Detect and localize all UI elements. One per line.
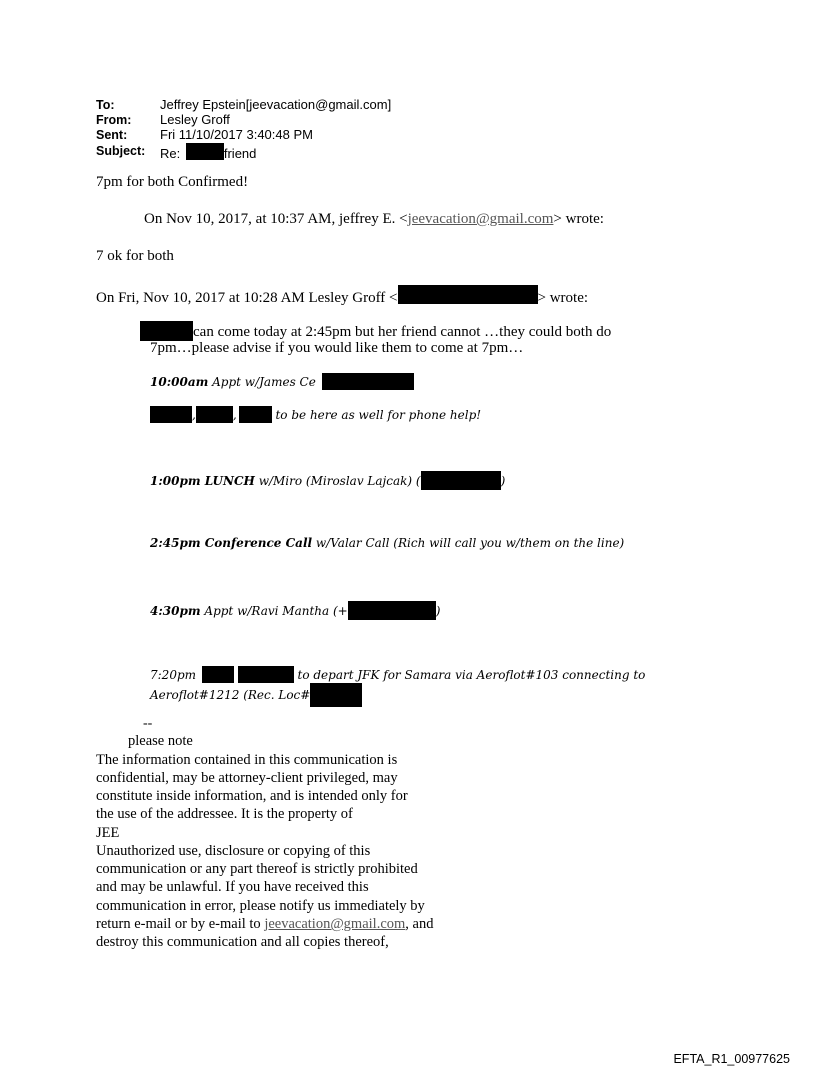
schedule-time: 4:30pm (150, 604, 201, 618)
quote2-prefix: On Fri, Nov 10, 2017 at 10:28 AM Lesley Groff < (96, 290, 398, 306)
quote2-suffix: > wrote: (537, 290, 589, 306)
disclaimer-line: constitute inside information, and is intended only for (96, 788, 408, 804)
schedule-item (150, 406, 481, 423)
subject-suffix: friend (223, 146, 257, 161)
redaction-box (348, 601, 436, 620)
to-label: To: (96, 98, 115, 112)
redaction-box (186, 143, 224, 160)
schedule-item (150, 601, 440, 620)
confirm-line: 7pm for both Confirmed! (96, 174, 249, 190)
disclaimer-text: , and (405, 916, 434, 932)
disclaimer-text: return e-mail or by e-mail to (96, 916, 265, 932)
schedule-text: w/Valar Call (Rich will call you w/them on the line) (315, 536, 625, 550)
schedule-close: ) (435, 604, 441, 618)
redaction-box (150, 406, 192, 423)
redaction-box (202, 666, 234, 683)
redaction-box (238, 666, 294, 683)
schedule-text: w/Miro (Miroslav Lajcak) ( (258, 474, 421, 488)
schedule-text: Appt w/James Ce (212, 375, 316, 389)
request-paragraph-line-1 (140, 321, 611, 341)
from-label: From: (96, 113, 132, 127)
disclaimer-line: communication in error, please notify us immediately by (96, 898, 425, 914)
redaction-box (196, 406, 233, 423)
quote1-prefix: On Nov 10, 2017, at 10:37 AM, jeffrey E. < (144, 211, 408, 227)
quote-header-1 (144, 211, 604, 228)
email-link[interactable]: jeevacation@gmail.com (264, 916, 406, 932)
redaction-box (310, 683, 362, 707)
schedule-time: 1:00pm LUNCH (150, 474, 255, 488)
quote1-suffix: > wrote: (553, 211, 604, 227)
schedule-time: 2:45pm Conference Call (150, 536, 313, 550)
redaction-box (140, 321, 193, 341)
reply-line: 7 ok for both (96, 248, 174, 264)
schedule-item (150, 536, 624, 550)
schedule-item (150, 666, 645, 683)
quote-header-2 (96, 285, 588, 307)
disclaimer-line: JEE (96, 825, 120, 841)
redaction-box (421, 471, 501, 490)
disclaimer-line: The information contained in this communication is (96, 752, 398, 768)
disclaimer-line: communication or any part thereof is strictly prohibited (96, 861, 418, 877)
redaction-box (398, 285, 538, 304)
subject-value (160, 143, 256, 161)
schedule-item (150, 373, 414, 390)
disclaimer-line: confidential, may be attorney-client privileged, may (96, 770, 398, 786)
disclaimer-line: the use of the addressee. It is the property of (96, 806, 353, 822)
request-text-1: can come today at 2:45pm but her friend cannot …they could both do (193, 324, 612, 340)
schedule-text: Appt w/Ravi Mantha (+ (204, 604, 348, 618)
disclaimer-line: Unauthorized use, disclosure or copying of this (96, 843, 371, 859)
schedule-item-continued (150, 683, 362, 707)
schedule-item (150, 471, 505, 490)
signature-dashes: -- (143, 716, 153, 731)
subject-label: Subject: (96, 144, 146, 158)
signature-note: please note (128, 733, 193, 749)
sent-label: Sent: (96, 128, 128, 142)
disclaimer-line: destroy this communication and all copies thereof, (96, 934, 389, 950)
redaction-box (239, 406, 272, 423)
schedule-text: to be here as well for phone help! (275, 408, 482, 422)
to-value: Jeffrey Epstein[jeevacation@gmail.com] (160, 97, 392, 112)
subject-prefix: Re: (160, 146, 181, 161)
redaction-box (322, 373, 414, 390)
sent-value: Fri 11/10/2017 3:40:48 PM (160, 127, 313, 142)
schedule-separator: , (232, 408, 237, 422)
schedule-close: ) (500, 474, 506, 488)
schedule-text: Aeroflot#1212 (Rec. Loc# (150, 688, 311, 702)
schedule-time: 10:00am (150, 375, 209, 389)
email-link[interactable]: jeevacation@gmail.com (407, 211, 554, 227)
disclaimer-line (96, 915, 433, 933)
schedule-time: 7:20pm (150, 668, 197, 682)
schedule-text: to depart JFK for Samara via Aeroflot#103 connecting to (297, 668, 646, 682)
schedule-separator: , (192, 408, 196, 422)
disclaimer-line: and may be unlawful. If you have received this (96, 879, 369, 895)
request-paragraph-line-2: 7pm…please advise if you would like them to come at 7pm… (150, 340, 524, 356)
document-id: EFTA_R1_00977625 (673, 1052, 790, 1066)
from-value: Lesley Groff (160, 112, 230, 127)
